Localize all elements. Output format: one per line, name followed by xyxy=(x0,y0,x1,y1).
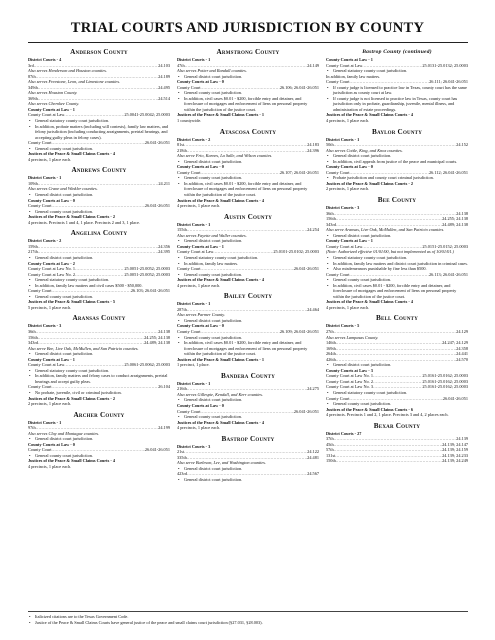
statute-citation: 24.103 xyxy=(158,62,170,68)
court-name: County Court xyxy=(28,140,52,146)
statute-citation: 25.0131-25.0132; 25.0003 xyxy=(422,62,468,68)
precinct-note: 4 precincts, 1 place each. xyxy=(326,118,370,124)
served-counties-note: Also serves Freestone, Leon, and Limestone counties. xyxy=(28,79,121,85)
footnote: • Italicized citations are to the Texas Government Code. xyxy=(28,614,468,620)
court-heading: Justices of the Peace & Small Claims Courts - 4 xyxy=(177,419,264,425)
court-name: 150th xyxy=(326,458,336,464)
jurisdiction-bullet: • In addition, civil cases $0.01 - $200, forcible entry and detainer, and foreclosure of mortgages and enforcement of liens on personal property within the jurisdiction of the justice court. xyxy=(177,96,319,113)
statute-citation: 26.041-26.051 xyxy=(144,203,170,209)
dot-leader xyxy=(336,458,442,464)
court-heading: Justices of the Peace & Small Claims Courts - 5 xyxy=(28,299,115,305)
statute-citation: 25.0161-25.0162; 25.0003 xyxy=(422,378,468,384)
court-heading: District Courts - 2 xyxy=(28,238,62,244)
jurisdiction-bullet: • General county court jurisdiction. xyxy=(28,209,170,215)
court-name: 423rd xyxy=(177,471,188,477)
statute-citation: 24.489; 24.138 xyxy=(442,221,468,227)
county-heading: Bailey County xyxy=(223,292,273,301)
jurisdiction-bullet: • General district court jurisdiction. xyxy=(326,153,468,159)
court-name: 156th xyxy=(28,334,38,340)
jurisdiction-bullet: • General statutory county court jurisdiction. xyxy=(326,255,468,261)
court-heading: County Courts at Law - 1 xyxy=(326,57,373,62)
dot-leader xyxy=(187,227,307,233)
precinct-note: In addition, family law matters. xyxy=(326,73,381,79)
court-name: County Court at Law xyxy=(326,243,363,249)
statute-citation: 24.358 xyxy=(456,345,468,351)
court-name: 36th xyxy=(326,210,334,216)
precinct-note: 4 precincts, 1 place each. xyxy=(326,304,370,310)
court-heading: Justices of the Peace & Small Claims Courts - 2 xyxy=(28,214,115,220)
statute-citation: 24.514 xyxy=(158,95,170,101)
served-counties-note: Also serves Fayette and Waller counties. xyxy=(177,232,247,238)
court-heading: County Courts at Law - 2 xyxy=(28,260,75,266)
jurisdiction-bullet: • General county court jurisdiction. xyxy=(28,453,170,459)
statute-citation: 26.041-26.051 xyxy=(293,266,319,272)
court-heading: Justices of the Peace & Small Claims Courts - 6 xyxy=(326,406,413,412)
court-name: County Court xyxy=(326,79,350,85)
statute-citation: 24.139; 24.233 xyxy=(442,452,468,458)
statute-citation: 24.189 xyxy=(158,73,170,79)
statute-citation: 24.464 xyxy=(307,306,319,312)
jurisdiction-bullet: • General district court jurisdiction. xyxy=(28,255,170,261)
county-heading: Baylor County xyxy=(371,127,423,136)
precinct-note: 2 precincts, 1 place each. xyxy=(28,401,72,407)
court-name: 3rd xyxy=(28,62,34,68)
dot-leader xyxy=(334,329,457,335)
county-heading: Austin County xyxy=(223,212,273,221)
court-name: County Court xyxy=(28,384,52,390)
court-heading: County Courts at Law - 0 xyxy=(28,441,75,447)
court-name: County Court xyxy=(177,84,201,90)
county-heading: Bee County xyxy=(377,196,417,205)
served-counties-note: Also serves Clay and Montague counties. xyxy=(28,430,100,436)
column-1 xyxy=(28,48,170,470)
court-heading: County Courts at Law - 1 xyxy=(28,106,75,112)
court-name: County Court xyxy=(28,288,52,294)
jurisdiction-bullet: • General district court jurisdiction. xyxy=(177,477,319,483)
court-name: County Court xyxy=(326,395,350,401)
jurisdiction-bullet: • In addition, civil cases $0.01 - $200, forcible entry and detainer, and foreclosure of mortgages and enforcement of liens on personal property within the jurisdiction of the justice court. xyxy=(326,283,468,300)
served-counties-note: Also serves Cherokee County. xyxy=(28,101,80,107)
statute-citation: 26.041-26.051 xyxy=(442,395,468,401)
court-heading: County Courts at Law - 1 xyxy=(28,356,75,362)
jurisdiction-bullet: • If county judge is licensed to practice law in Texas, county court has the same jurisdiction as county court at law. xyxy=(326,85,468,96)
jurisdiction-bullet: • General district court jurisdiction. xyxy=(177,74,319,80)
statute-citation: 24.356 xyxy=(158,243,170,249)
county-heading: Aransas County xyxy=(72,314,126,323)
court-heading: County Courts at Law - 0 xyxy=(177,79,224,85)
statute-citation: 25.0051-25.0052; 25.0003 xyxy=(124,266,170,272)
court-name: 156th xyxy=(326,216,336,222)
court-heading: District Courts - 1 xyxy=(28,419,62,425)
statute-citation: 25.0041-25.0042; 25.0003 xyxy=(124,112,170,118)
county-heading: Bell County xyxy=(375,314,419,323)
court-name: 36th xyxy=(28,328,36,334)
court-name: 335th xyxy=(177,454,187,460)
statute-citation: 25.0101-25.0102; 25.0003 xyxy=(273,249,319,255)
court-name: County Court xyxy=(28,203,52,209)
court-name: 109th xyxy=(28,180,38,186)
jurisdiction-bullet: • General county court jurisdiction. xyxy=(177,272,319,278)
statute-citation: 24.149 xyxy=(307,62,319,68)
jurisdiction-bullet: • General county court jurisdiction. xyxy=(28,146,170,152)
jurisdiction-bullet: • No probate, juvenile, civil or criminal jurisdiction. xyxy=(28,390,170,396)
served-counties-note: Also serves Lampasas County. xyxy=(326,334,379,340)
statute-citation: 24.152 xyxy=(456,142,468,148)
court-name: 131st xyxy=(326,452,336,458)
court-heading: District Courts - 5 xyxy=(326,323,360,329)
served-counties-note: Also serves Parmer County. xyxy=(177,312,225,318)
statute-citation: 24.138 xyxy=(456,210,468,216)
statute-citation: 24.275 xyxy=(307,386,319,392)
county-heading: Bastrop County (continued) xyxy=(362,49,432,55)
jurisdiction-bullet: • General district court jurisdiction. xyxy=(28,192,170,198)
statute-citation: 25.0051-25.0052; 25.0003 xyxy=(124,271,170,277)
court-name: 217th xyxy=(28,249,38,255)
court-name: 218th xyxy=(177,147,187,153)
county-heading: Angelina County xyxy=(70,229,128,238)
statute-citation: 26.113; 26.041-26.051 xyxy=(429,271,468,277)
court-heading: District Courts - 2 xyxy=(177,136,211,142)
court-name: County Court xyxy=(28,447,52,453)
precinct-note: 5 precincts, 1 place each. xyxy=(28,304,72,310)
court-name: County Court at Law No. 2 xyxy=(28,271,76,277)
statute-citation: 24.396 xyxy=(307,147,319,153)
precinct-note: 1 precinct, 1 place. xyxy=(177,362,210,368)
court-name: 97th xyxy=(28,425,36,431)
court-name: 264th xyxy=(326,351,336,357)
jurisdiction-bullet: • In addition, civil cases $0.01 - $200, forcible entry and detainer, and foreclosure of mortgages and enforcement of liens on personal property within the jurisdiction of the justice court. xyxy=(177,181,319,198)
statute-citation: 26.041-26.051 xyxy=(144,447,170,453)
statute-citation: 26.112; 26.041-26.051 xyxy=(429,169,468,175)
court-name: 369th xyxy=(28,95,38,101)
court-heading: Justices of the Peace & Small Claims Courts - 4 xyxy=(28,458,115,464)
court-heading: Justices of the Peace & Small Claims Courts - 2 xyxy=(326,180,413,186)
court-heading: District Courts - 3 xyxy=(177,443,211,449)
statute-citation: 24.481 xyxy=(307,454,319,460)
statute-citation: 24.211 xyxy=(158,180,170,186)
statute-citation: 26.103; 26.041-26.051 xyxy=(130,288,170,294)
court-name: County Court xyxy=(177,328,201,334)
title-rule xyxy=(28,42,468,43)
court-heading: District Courts - 1 xyxy=(177,380,211,386)
court-heading: County Courts at Law - 0 xyxy=(177,402,224,408)
court-name: 50th xyxy=(326,142,334,148)
statute-citation: 26.041-26.051 xyxy=(144,140,170,146)
court-name: County Court at Law No. 2 xyxy=(326,378,374,384)
court-name: 81st xyxy=(177,142,185,148)
dot-leader xyxy=(334,142,457,148)
statute-citation: 24.255; 24.138 xyxy=(442,216,468,222)
precinct-note: 4 precincts, 1 place each. xyxy=(177,425,221,431)
court-name: County Court xyxy=(177,169,201,175)
dot-leader xyxy=(36,425,159,431)
jurisdiction-bullet: • In addition, family law matters. xyxy=(177,261,319,267)
statute-citation: 25.0161-25.0162; 25.0003 xyxy=(422,384,468,390)
jurisdiction-bullet: • In addition, family matters and felony cases to conduct arraignments, pretrial hearings and accept guilty pleas. xyxy=(28,373,170,384)
statute-citation: 24.395 xyxy=(158,249,170,255)
court-heading: Justices of the Peace & Small Claims Courts - 4 xyxy=(326,299,413,305)
jurisdiction-bullet: • Also misdemeanors punishable by fine less than $500. xyxy=(326,266,468,272)
county-heading: Andrews County xyxy=(71,166,127,175)
served-counties-note: (Note: Authorized effective 01/01/00, but not implemented as of 10/01/01.) xyxy=(326,249,454,255)
court-heading: District Courts - 4 xyxy=(28,57,62,62)
statute-citation: 24.254 xyxy=(307,227,319,233)
jurisdiction-bullet: • General statutory county court jurisdiction. xyxy=(28,368,170,374)
court-heading: District Courts - 1 xyxy=(326,136,360,142)
precinct-note: 4 precincts, 1 place each. xyxy=(28,156,72,162)
court-name: 287th xyxy=(177,306,187,312)
statute-citation: 24.139; 24.249 xyxy=(442,458,468,464)
court-name: 21st xyxy=(177,449,185,455)
jurisdiction-bullet: • General district court jurisdiction. xyxy=(177,466,319,472)
court-heading: District Courts - 27 xyxy=(326,430,362,436)
jurisdiction-bullet: • General district court jurisdiction. xyxy=(28,351,170,357)
court-heading: County Courts at Law - 0 xyxy=(177,164,224,170)
served-counties-note: Also serves Potter and Randall counties. xyxy=(177,68,247,74)
served-counties-note: Also serves Gillespie, Kendall, and Kerr counties. xyxy=(177,391,264,397)
court-name: 343rd xyxy=(28,340,39,346)
jurisdiction-bullet: • General statutory county court jurisdiction. xyxy=(326,68,468,74)
court-heading: County Courts at Law - 0 xyxy=(177,323,224,329)
statute-citation: 24.129 xyxy=(456,328,468,334)
court-name: County Court at Law xyxy=(326,62,363,68)
court-name: County Court at Law No. 1 xyxy=(28,266,76,272)
jurisdiction-bullet: • General district court jurisdiction. xyxy=(177,397,319,403)
court-name: County Court at Law xyxy=(28,362,65,368)
precinct-note: 1 countywide. xyxy=(177,118,202,124)
precinct-note: 2 precincts, 1 place each. xyxy=(326,186,370,192)
statute-citation: 24.441 xyxy=(456,351,468,357)
statute-citation: 24.567 xyxy=(307,471,319,477)
court-name: 426th xyxy=(326,356,336,362)
court-name: County Court xyxy=(326,271,350,277)
served-counties-note: Also serves Houston County. xyxy=(28,90,78,96)
jurisdiction-bullet: • In addition, probate matters (including will contests), family law matters, and felony jurisdiction (including conducting arraignments, pretrial hearings, and accepting guilty pleas in felony cases). xyxy=(28,124,170,141)
jurisdiction-bullet: • General district court jurisdiction. xyxy=(326,233,468,239)
court-heading: Justices of the Peace & Small Claims Courts - 1 xyxy=(177,356,264,362)
served-counties-note: Also serves Crane and Winkler counties. xyxy=(28,186,98,192)
statute-citation: 24.138 xyxy=(158,328,170,334)
statute-citation: 26.109; 26.041-26.051 xyxy=(279,328,319,334)
footnotes xyxy=(28,611,468,625)
jurisdiction-bullet: • General statutory county court jurisdiction. xyxy=(28,118,170,124)
court-heading: District Courts - 3 xyxy=(28,323,62,329)
jurisdiction-bullet: • General district court jurisdiction. xyxy=(177,159,319,165)
statute-citation: 26.106; 26.041-26.051 xyxy=(279,84,319,90)
court-name: County Court at Law No. 3 xyxy=(326,384,374,390)
court-name: 343rd xyxy=(326,221,337,227)
court-heading: Justices of the Peace & Small Claims Courts - 2 xyxy=(28,395,115,401)
court-heading: District Courts - 3 xyxy=(326,205,360,211)
statute-citation: 24.570 xyxy=(456,356,468,362)
jurisdiction-bullet: • General county court jurisdiction. xyxy=(177,90,319,96)
statute-citation: 26.111; 26.041-26.051 xyxy=(429,79,468,85)
jurisdiction-bullet: • General county court jurisdiction. xyxy=(177,175,319,181)
court-name: 47th xyxy=(177,62,185,68)
jurisdiction-bullet: • General county court jurisdiction. xyxy=(326,277,468,283)
jurisdiction-bullet: • If county judge is not licensed to practice law in Texas, county court has jurisdiction only in probate, guardianship, juvenile, mental illness, and administration of estate proceedings. xyxy=(326,96,468,113)
jurisdiction-bullet: • General county court jurisdiction. xyxy=(177,414,319,420)
citation-row xyxy=(28,425,170,431)
citation-row xyxy=(326,142,468,148)
statute-citation: 26.041-26.051 xyxy=(293,408,319,414)
served-counties-note: Also serve Burleson, Lee, and Washington counties. xyxy=(177,460,266,466)
court-heading: District Courts - 1 xyxy=(28,175,62,181)
jurisdiction-bullet: • General district court jurisdiction. xyxy=(177,318,319,324)
court-heading: District Courts - 1 xyxy=(177,57,211,62)
jurisdiction-bullet: • In addition, civil appeals from justice of the peace and municipal courts. xyxy=(326,159,468,165)
jurisdiction-bullet: • In addition, civil cases $0.01 - $200, forcible entry and detainer, and foreclosure of mortgages and enforcement of liens on personal property within the jurisdiction of the justice court. xyxy=(177,340,319,357)
column-2 xyxy=(177,48,319,483)
county-heading: Archer County xyxy=(73,410,125,419)
statute-citation: 24.183 xyxy=(307,142,319,148)
statute-citation: 25.0161-25.0162; 25.0003 xyxy=(422,373,468,379)
court-name: 87th xyxy=(28,73,36,79)
court-heading: Justices of the Peace & Small Claims Courts - 4 xyxy=(177,277,264,283)
court-name: 146th xyxy=(326,340,336,346)
court-name: County Court at Law xyxy=(177,249,214,255)
statute-citation: 25.0151-25.0152; 25.0003 xyxy=(422,243,468,249)
citation-row xyxy=(326,329,468,335)
citation-row xyxy=(326,458,468,464)
court-name: 169th xyxy=(326,345,336,351)
jurisdiction-bullet: • General statutory county court jurisdiction. xyxy=(28,277,170,283)
court-name: County Court xyxy=(326,169,350,175)
jurisdiction-bullet: • General county court jurisdiction. xyxy=(326,401,468,407)
precinct-note: 4 precincts, 1 place each. xyxy=(177,203,221,209)
served-counties-note: Also serve Bee, Live Oak, McMullen, and San Patricio counties. xyxy=(28,345,139,351)
court-name: 27th xyxy=(326,328,334,334)
court-heading: County Courts at Law - 1 xyxy=(326,238,373,244)
county-heading: Bandera County xyxy=(220,371,276,380)
page-title: TRIAL COURTS AND JURISDICTION BY COUNTY xyxy=(70,20,425,36)
statute-citation: 24.495 xyxy=(158,84,170,90)
court-name: County Court at Law No. 1 xyxy=(326,373,374,379)
statute-citation: 24.255; 24.138 xyxy=(144,334,170,340)
court-heading: Justices of the Peace & Small Claims Courts - 4 xyxy=(28,151,115,157)
jurisdiction-bullet: • General statutory county court jurisdiction. xyxy=(326,390,468,396)
statute-citation: 25.0061-25.0062; 25.0003 xyxy=(124,362,170,368)
statute-citation: 24.247; 24.129 xyxy=(442,340,468,346)
court-heading: County Courts at Law - 0 xyxy=(326,164,373,170)
jurisdiction-bullet: • General district court jurisdiction. xyxy=(326,362,468,368)
court-heading: Justices of the Peace & Small Claims Courts - 4 xyxy=(177,197,264,203)
precinct-note: 4 precincts, 1 place each. xyxy=(177,282,221,288)
court-name: 159th xyxy=(28,243,38,249)
jurisdiction-bullet: • General county court jurisdiction. xyxy=(28,294,170,300)
citation-row xyxy=(28,340,170,346)
jurisdiction-bullet: • General statutory county court jurisdiction. xyxy=(177,255,319,261)
jurisdiction-bullet: • In addition, family law matters and district court jurisdiction in criminal cases. xyxy=(326,261,468,267)
court-heading: Justices of the Peace & Small Claims Courts - 1 xyxy=(177,112,264,118)
court-name: 37th xyxy=(326,436,334,442)
column-3 xyxy=(326,48,468,464)
jurisdiction-bullet: • General county court jurisdiction. xyxy=(177,335,319,341)
statute-citation: 24.139; 24.159 xyxy=(442,447,468,453)
served-counties-note: Also serve Frio, Karnes, La Salle, and Wilson counties. xyxy=(177,153,273,159)
court-name: 216th xyxy=(177,386,187,392)
statute-citation: 24.199 xyxy=(158,425,170,431)
jurisdiction-bullet: • General district court jurisdiction. xyxy=(28,436,170,442)
court-heading: County Courts at Law - 1 xyxy=(177,243,224,249)
statute-citation: 24.139 xyxy=(456,436,468,442)
county-heading: Bastrop County xyxy=(221,434,275,443)
court-name: 57th xyxy=(326,447,334,453)
dot-leader xyxy=(38,340,144,346)
court-heading: Justices of the Peace & Small Claims Courts - 4 xyxy=(326,112,413,118)
court-name: County Court at Law xyxy=(28,112,65,118)
court-name: County Court xyxy=(177,266,201,272)
served-counties-note: Also serve Aransas, Live Oak, McMullen, and San Patricio counties. xyxy=(326,227,445,233)
county-heading: Anderson County xyxy=(70,48,128,56)
court-heading: District Courts - 1 xyxy=(177,301,211,307)
statute-citation: 24.122 xyxy=(307,449,319,455)
footnote: • Justice of the Peace & Small Claims Courts have general justice of the peace and small claims court jurisdiction (§27.031, §28.003). xyxy=(28,620,468,626)
precinct-note: 4 precincts. Precincts 1 and 4, 1 place. Precincts 2 and 3, 1 place. xyxy=(28,219,140,225)
county-heading: Bexar County xyxy=(373,421,421,430)
jurisdiction-bullet: • In addition, family law matters and civil cases $500 - $50,000. xyxy=(28,283,170,289)
court-heading: County Courts at Law - 3 xyxy=(326,367,373,373)
statute-citation: 26.104 xyxy=(158,384,170,390)
statute-citation: 26.107; 26.041-26.051 xyxy=(279,169,319,175)
served-counties-note: Also serves Henderson and Houston counties. xyxy=(28,68,108,74)
jurisdiction-bullet: • General district court jurisdiction. xyxy=(177,238,319,244)
court-heading: District Courts - 1 xyxy=(177,221,211,227)
court-heading: County Courts at Law - 0 xyxy=(28,197,75,203)
court-name: 349th xyxy=(28,84,38,90)
precinct-note: 4 precincts. Precincts 1 and 2, 1 place. Precincts 3 and 4, 2 places each. xyxy=(326,412,449,418)
citation-row xyxy=(177,227,319,233)
county-heading: Armstrong County xyxy=(216,48,280,56)
statute-citation: 24.489; 24.138 xyxy=(144,340,170,346)
jurisdiction-bullet: • Probate jurisdiction and county court criminal jurisdiction. xyxy=(326,175,468,181)
court-name: 155th xyxy=(177,227,187,233)
served-counties-note: Also serves Cottle, King, and Knox counties. xyxy=(326,147,403,153)
court-name: County Court xyxy=(177,408,201,414)
statute-citation: 24.139; 24.147 xyxy=(442,441,468,447)
county-heading: Atascosa County xyxy=(219,127,277,136)
precinct-note: 4 precincts, 1 place each. xyxy=(28,464,72,469)
court-name: 45th xyxy=(326,441,334,447)
